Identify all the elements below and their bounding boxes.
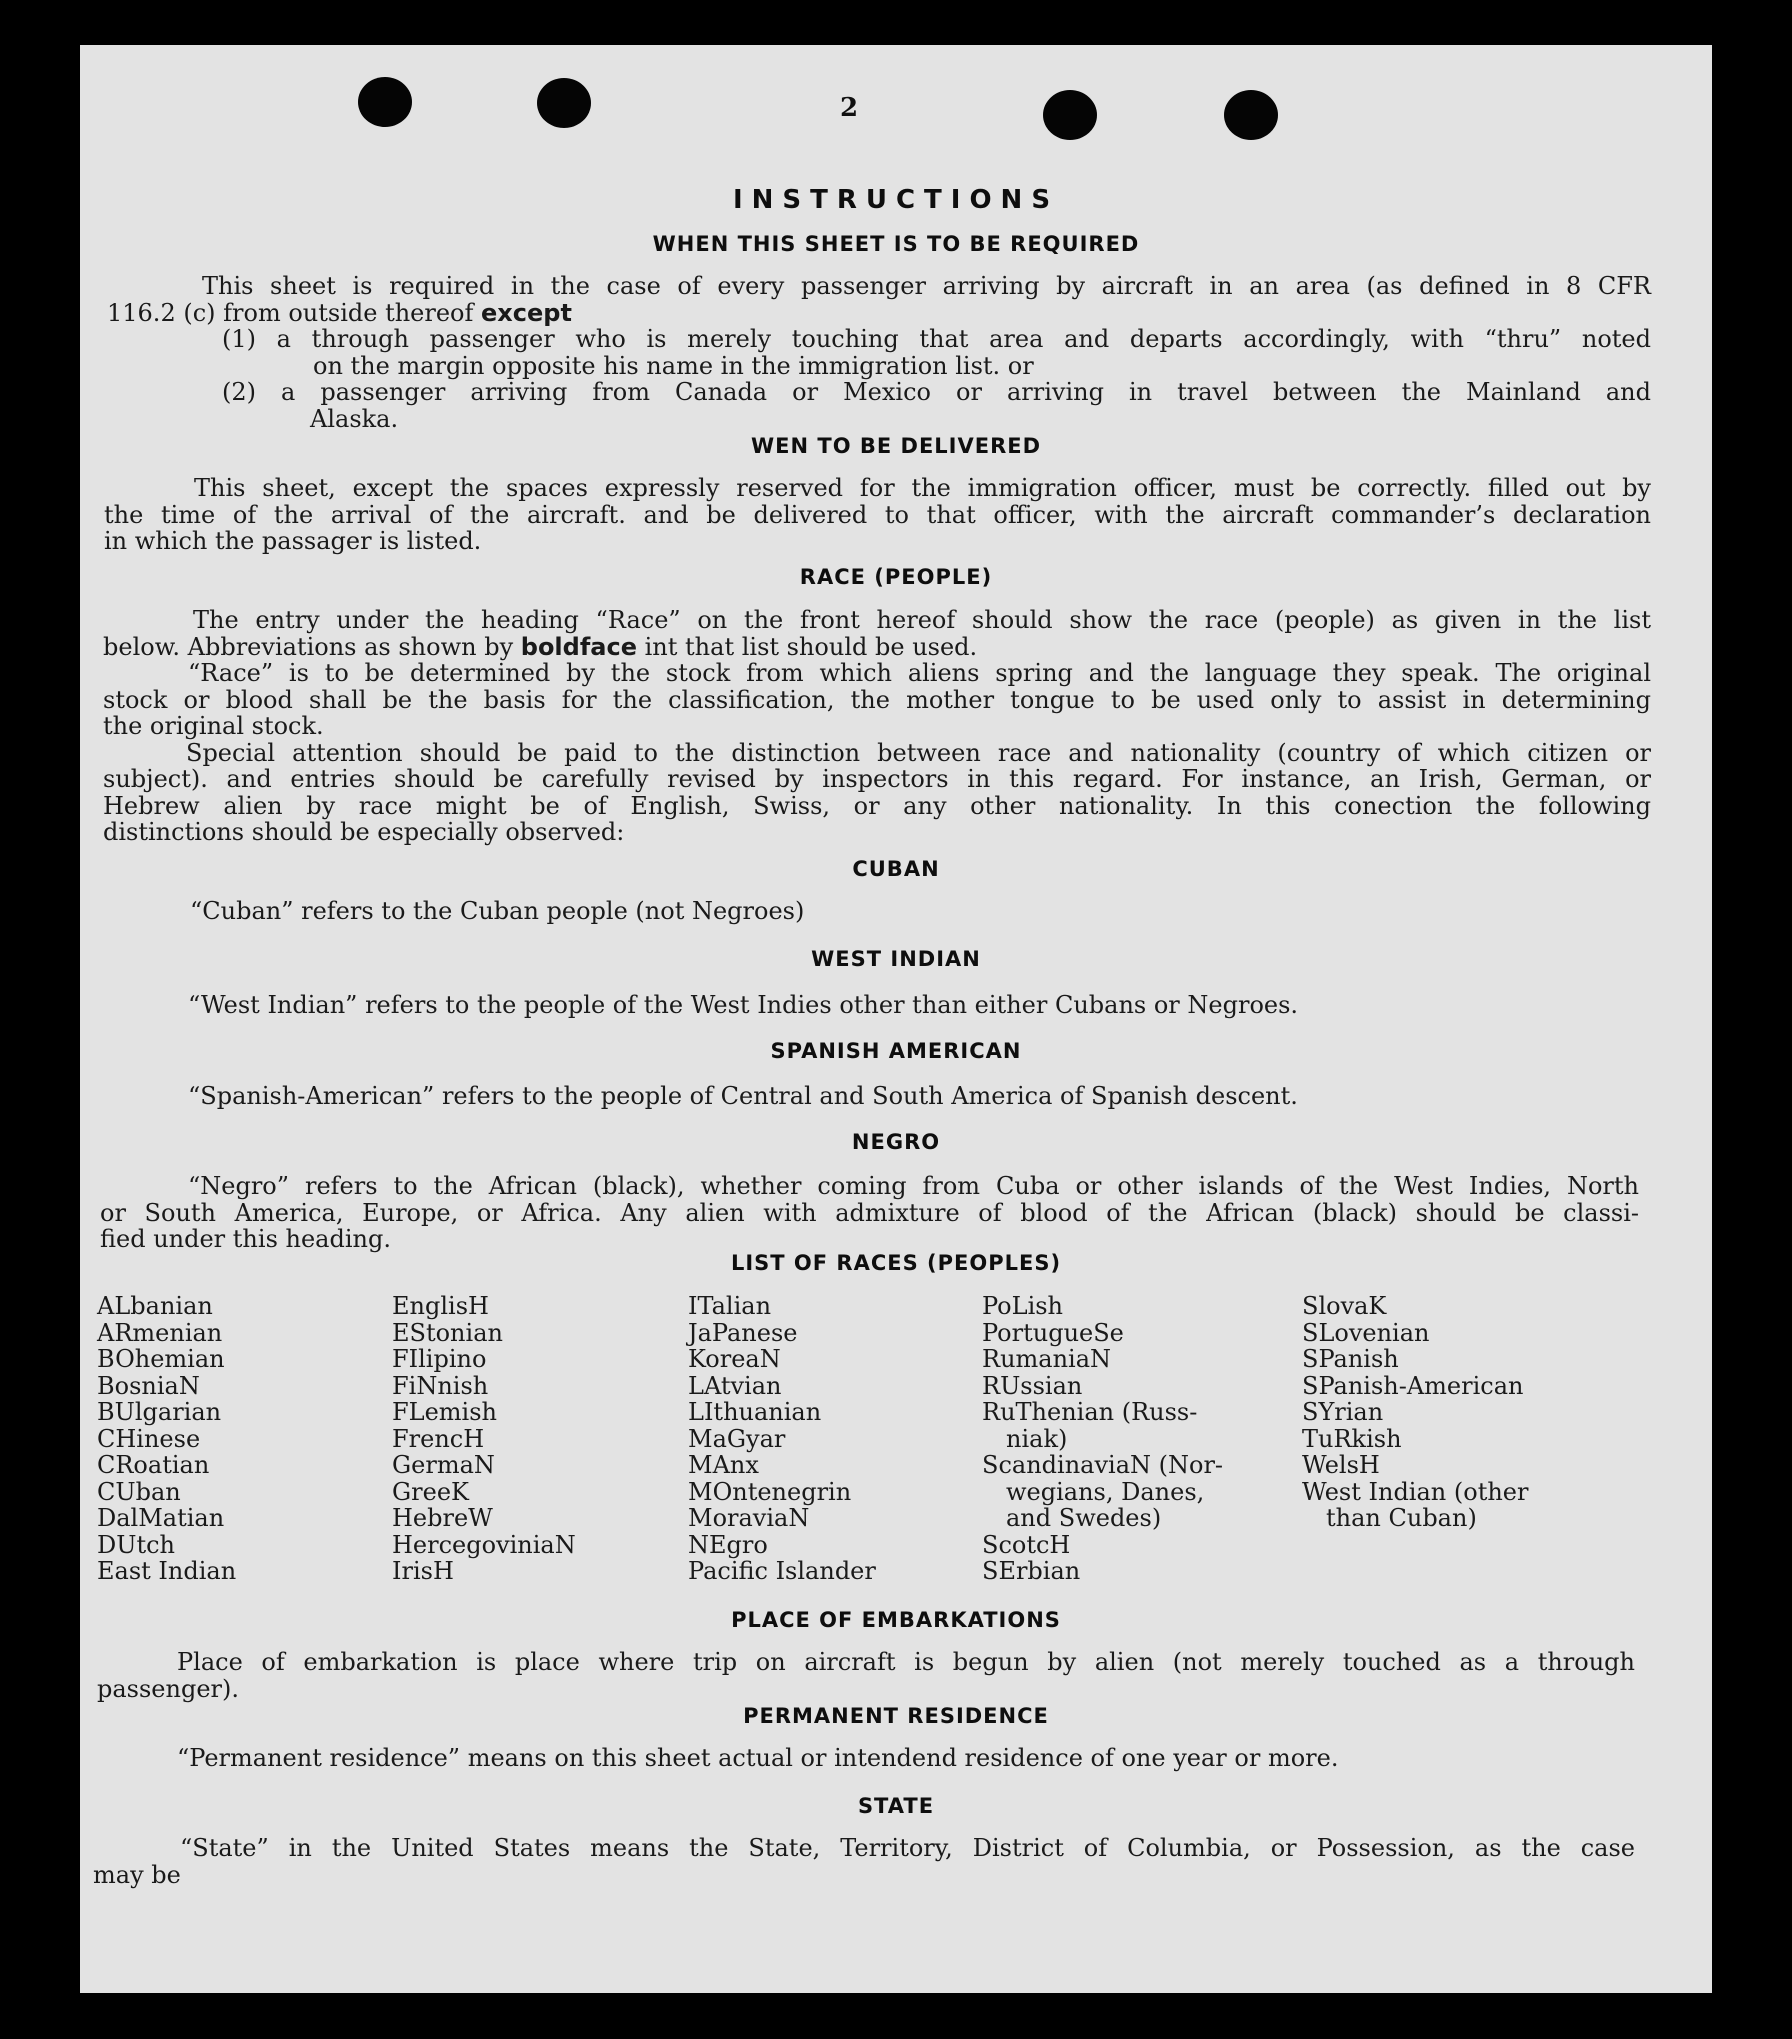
race-item: JaPanese: [688, 1318, 798, 1347]
heading-when-delivered: WEN TO BE DELIVERED: [750, 434, 1042, 458]
race-item: ScandinaviaN (Nor-: [982, 1451, 1224, 1479]
race-item: LIthuanian: [688, 1398, 822, 1426]
heading-cuban: CUBAN: [852, 857, 940, 881]
race-item: BOhemian: [97, 1345, 225, 1373]
text-spanish-american: “Spanish-American” refers to the people of Central and South America of Spanish descent.: [188, 1082, 1298, 1110]
race-item: KoreaN: [688, 1345, 781, 1373]
race-item-cont: wegians, Danes,: [1006, 1477, 1205, 1506]
heading-when-required: WHEN THIS SHEET IS TO BE REQUIRED: [652, 232, 1140, 256]
text-line: stock or blood shall be the basis for the classification, the mother tongue to be used only to assist in determining: [103, 685, 1651, 714]
text-permanent-residence: “Permanent residence” means on this sheet actual or intendend residence of one year or more.: [177, 1744, 1339, 1772]
text-line: distinctions should be especially observed:: [103, 818, 625, 846]
race-item: FrencH: [392, 1424, 485, 1453]
paragraph-embarkation: [97, 1649, 1635, 1702]
race-item: PoLish: [982, 1292, 1064, 1320]
text-line: “Race” is to be determined by the stock from which aliens spring and the language they speak. The original: [188, 659, 1651, 687]
text-line: or South America, Europe, or Africa. Any alien with admixture of blood of the African (black) should be classi-: [100, 1198, 1639, 1227]
text-line: may be: [93, 1860, 181, 1889]
race-item: ITalian: [688, 1292, 772, 1320]
heading-permanent-residence: PERMANENT RESIDENCE: [743, 1704, 1049, 1728]
text-line: Special attention should be paid to the distinction between race and nationality (country of which citizen or: [186, 738, 1651, 767]
race-item-cont: than Cuban): [1326, 1504, 1477, 1532]
text-line: This sheet is required in the case of every passenger arriving by aircraft in an area (as defined in 8 CFR: [202, 272, 1651, 300]
race-item: RuThenian (Russ-: [982, 1398, 1198, 1426]
race-item: IrisH: [392, 1557, 454, 1585]
list-item-1: (1) a through passenger who is merely touching that area and departs accordingly, with “thru” noted: [222, 325, 1651, 353]
race-item: MaGyar: [688, 1424, 786, 1453]
races-column-3: [688, 1293, 876, 1585]
paragraph-delivered: [104, 475, 1651, 555]
heading-spanish-american: SPANISH AMERICAN: [770, 1039, 1022, 1063]
bold-text: boldface: [520, 632, 637, 661]
text-line: Hebrew alien by race might be of English, Swiss, or any other nationality. In this conection the following: [103, 791, 1651, 820]
race-item: DUtch: [97, 1530, 176, 1559]
race-item-cont: niak): [1006, 1424, 1068, 1453]
race-item: HercegoviniaN: [392, 1530, 576, 1559]
race-item: LAtvian: [688, 1371, 782, 1400]
paragraph-race: [103, 607, 1651, 846]
race-item: SlovaK: [1302, 1292, 1387, 1320]
list-item-2-cont: Alaska.: [310, 404, 399, 433]
race-item: GreeK: [392, 1477, 469, 1506]
race-item: EnglisH: [392, 1292, 489, 1320]
race-item: BUlgarian: [97, 1398, 222, 1426]
race-item: CHinese: [97, 1424, 201, 1453]
page-title: INSTRUCTIONS: [732, 185, 1060, 215]
text-line: Place of embarkation is place where trip on aircraft is begun by alien (not merely touched as a through: [177, 1648, 1635, 1676]
page-mark: 2: [840, 93, 859, 123]
races-column-4: [982, 1293, 1223, 1585]
race-item: SPanish: [1302, 1345, 1399, 1373]
race-item: PortugueSe: [982, 1318, 1124, 1347]
race-item: GermaN: [392, 1451, 495, 1479]
heading-embarkation: PLACE OF EMBARKATIONS: [731, 1608, 1061, 1632]
text-line: 116.2 (c) from outside thereof except: [107, 298, 572, 327]
race-item: SLovenian: [1302, 1318, 1430, 1347]
heading-state: STATE: [857, 1794, 935, 1818]
text-line: below. Abbreviations as shown by boldface int that list should be used.: [103, 632, 978, 661]
race-item: Pacific Islander: [688, 1557, 876, 1585]
race-item: MAnx: [688, 1451, 759, 1479]
punch-hole: [358, 77, 412, 127]
text-line: subject). and entries should be carefully revised by inspectors in this regard. For instance, an Irish, German, or: [103, 765, 1651, 793]
text-line: the time of the arrival of the aircraft. and be delivered to that officer, with the aircraft commander’s declaration: [104, 500, 1651, 529]
race-item: FiNnish: [392, 1371, 489, 1400]
text-line: “State” in the United States means the State, Territory, District of Columbia, or Possession, as the case: [180, 1834, 1635, 1862]
race-item: West Indian (other: [1302, 1477, 1529, 1506]
races-column-2: [392, 1293, 576, 1585]
text-line: “Negro” refers to the African (black), whether coming from Cuba or other islands of the West Indies, North: [188, 1172, 1639, 1200]
text-west-indian: “West Indian” refers to the people of the West Indies other than either Cubans or Negroes.: [188, 991, 1299, 1019]
race-item: DalMatian: [97, 1504, 225, 1532]
race-item: MOntenegrin: [688, 1477, 852, 1506]
race-item-cont: and Swedes): [1006, 1504, 1162, 1532]
text-line: the original stock.: [103, 712, 324, 740]
race-item: East Indian: [97, 1557, 237, 1585]
text-line: passenger).: [97, 1674, 239, 1703]
text-line: This sheet, except the spaces expressly reserved for the immigration officer, must be correctly. filled out by: [194, 474, 1651, 502]
list-item-2: (2) a passenger arriving from Canada or Mexico or arriving in travel between the Mainland and: [222, 378, 1651, 406]
document-page: [80, 45, 1712, 1993]
paragraph-required: [107, 273, 1651, 432]
punch-hole: [537, 78, 591, 128]
race-item: HebreW: [392, 1504, 493, 1532]
race-item: ALbanian: [97, 1292, 213, 1320]
race-item: ARmenian: [97, 1318, 223, 1347]
text-line: The entry under the heading “Race” on the front hereof should show the race (people) as given in the list: [193, 606, 1651, 634]
bold-text: except: [481, 298, 572, 327]
race-item: SErbian: [982, 1557, 1081, 1585]
race-item: CRoatian: [97, 1451, 210, 1479]
race-item: NEgro: [688, 1530, 768, 1559]
race-item: EStonian: [392, 1318, 503, 1347]
heading-list-of-races: LIST OF RACES (PEOPLES): [730, 1251, 1062, 1275]
race-item: RUssian: [982, 1371, 1083, 1400]
heading-race: RACE (PEOPLE): [799, 565, 993, 589]
text-line: in which the passager is listed.: [104, 527, 482, 555]
race-item: SPanish-American: [1302, 1371, 1524, 1400]
race-item: RumaniaN: [982, 1345, 1112, 1373]
list-item-1-cont: on the margin opposite his name in the immigration list. or: [313, 351, 1034, 380]
race-item: TuRkish: [1302, 1424, 1402, 1453]
punch-hole: [1224, 90, 1278, 140]
text-line: fied under this heading.: [100, 1225, 391, 1253]
paragraph-state: [93, 1835, 1635, 1888]
race-item: FIlipino: [392, 1345, 487, 1373]
race-item: ScotcH: [982, 1530, 1071, 1559]
race-item: WelsH: [1302, 1451, 1380, 1479]
race-item: FLemish: [392, 1398, 497, 1426]
heading-negro: NEGRO: [851, 1130, 941, 1154]
race-item: MoraviaN: [688, 1504, 810, 1532]
races-column-1: [97, 1293, 236, 1585]
race-item: CUban: [97, 1477, 181, 1506]
heading-west-indian: WEST INDIAN: [811, 947, 981, 971]
races-column-5: [1302, 1293, 1528, 1532]
text-cuban: “Cuban” refers to the Cuban people (not Negroes): [190, 897, 805, 925]
punch-hole: [1043, 90, 1097, 140]
race-item: SYrian: [1302, 1398, 1384, 1426]
race-item: BosniaN: [97, 1371, 200, 1400]
paragraph-negro: [100, 1173, 1639, 1253]
